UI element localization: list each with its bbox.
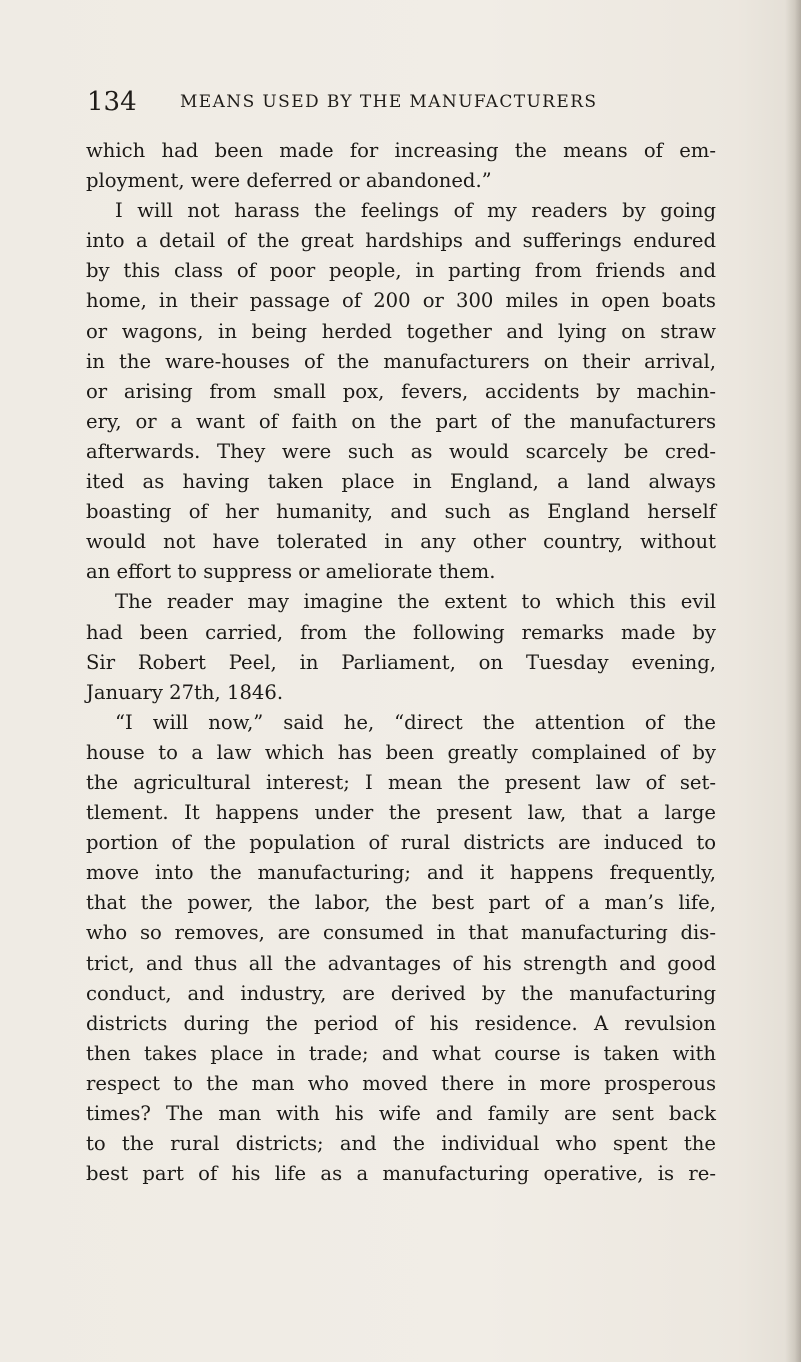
text-line: afterwards. They were such as would scarcely be cred- xyxy=(86,439,716,463)
text-line: best part of his life as a manufacturing operative, is re- xyxy=(86,1162,716,1186)
text-line: ited as having taken place in England, a land always xyxy=(86,470,716,494)
text-line: The reader may imagine the extent to which this evil xyxy=(115,590,716,614)
text-line: into a detail of the great hardships and sufferings endured xyxy=(86,229,716,253)
text-line: “I will now,” said he, “direct the attention of the xyxy=(115,710,716,734)
text-line: the agricultural interest; I mean the present law of set- xyxy=(86,770,716,794)
text-line: who so removes, are consumed in that manufacturing dis- xyxy=(86,921,716,945)
page-edge-shadow xyxy=(785,0,801,1362)
text-line: then takes place in trade; and what course is taken with xyxy=(86,1041,716,1065)
body-text xyxy=(86,136,716,1189)
text-line: conduct, and industry, are derived by the manufacturing xyxy=(86,981,716,1005)
text-line: would not have tolerated in any other country, without xyxy=(86,530,716,554)
page-number: 134 xyxy=(87,87,137,117)
running-head: MEANS USED BY THE MANUFACTURERS xyxy=(180,92,598,112)
text-line: move into the manufacturing; and it happens frequently, xyxy=(86,861,716,885)
text-line: house to a law which has been greatly complained of by xyxy=(86,740,716,764)
text-line: that the power, the labor, the best part of a man’s life, xyxy=(86,891,716,915)
text-line: portion of the population of rural districts are induced to xyxy=(86,831,716,855)
text-line: home, in their passage of 200 or 300 miles in open boats xyxy=(86,289,716,313)
text-line: tlement. It happens under the present law, that a large xyxy=(86,801,716,825)
text-line: had been carried, from the following remarks made by xyxy=(86,620,716,644)
text-line: districts during the period of his residence. A revulsion xyxy=(86,1011,716,1035)
text-line: to the rural districts; and the individual who spent the xyxy=(86,1132,716,1156)
text-line: an effort to suppress or ameliorate them. xyxy=(86,560,496,584)
text-line: or arising from small pox, fevers, accidents by machin- xyxy=(86,379,716,403)
text-line: times? The man with his wife and family are sent back xyxy=(86,1102,716,1125)
text-line: trict, and thus all the advantages of his strength and good xyxy=(86,951,716,975)
text-line: respect to the man who moved there in more prosperous xyxy=(86,1071,716,1095)
text-line: ery, or a want of faith on the part of the manufacturers xyxy=(86,409,716,433)
text-line: boasting of her humanity, and such as England herself xyxy=(86,500,716,524)
text-line: in the ware-houses of the manufacturers on their arrival, xyxy=(86,349,716,373)
text-line: I will not harass the feelings of my readers by going xyxy=(115,199,716,223)
text-line: Sir Robert Peel, in Parliament, on Tuesday evening, xyxy=(86,650,716,674)
text-line: by this class of poor people, in parting from friends and xyxy=(86,259,716,283)
text-line: January 27th, 1846. xyxy=(86,680,284,704)
text-line: ployment, were deferred or abandoned.” xyxy=(86,169,492,193)
text-line: or wagons, in being herded together and lying on straw xyxy=(86,319,716,343)
page-header xyxy=(87,84,707,120)
text-line: which had been made for increasing the means of em- xyxy=(86,139,716,162)
